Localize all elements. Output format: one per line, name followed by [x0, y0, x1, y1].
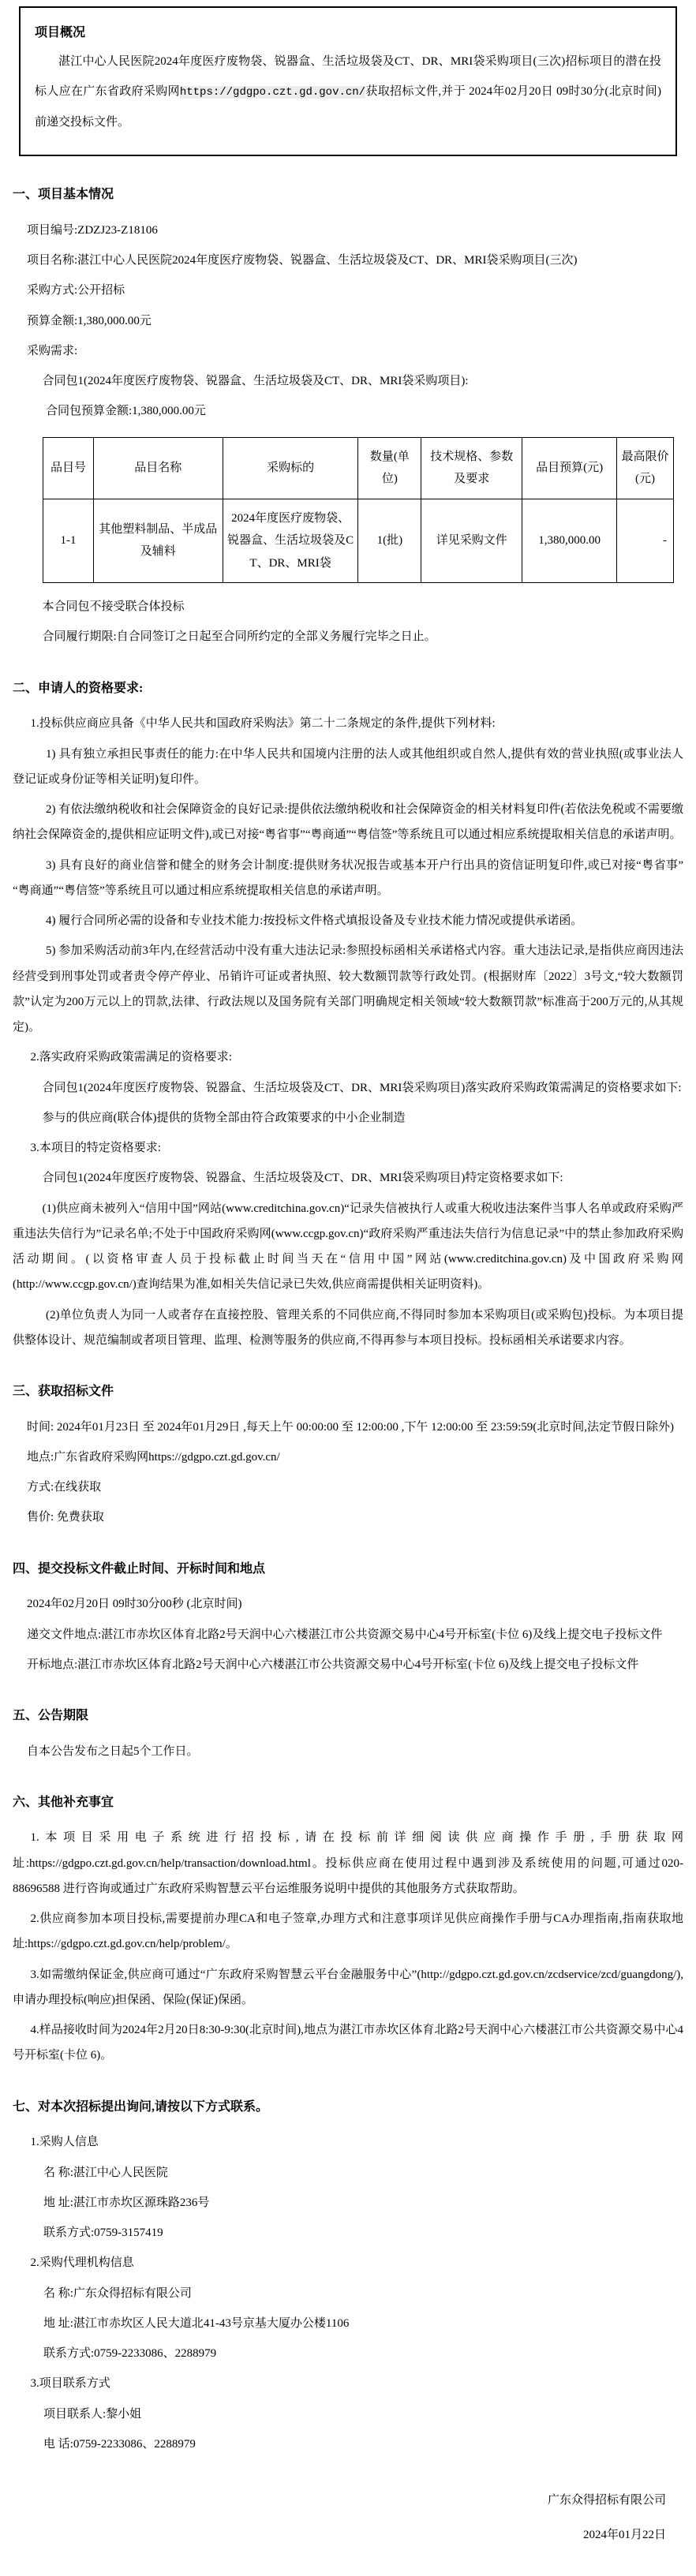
- qualification-item: 参与的供应商(联合体)提供的货物全部由符合政策要求的中小企业制造: [42, 1111, 406, 1124]
- agency-name-value: 广东众得招标有限公司: [73, 2286, 192, 2300]
- field-project-no: 项目编号:ZDZJ23-Z18106: [27, 223, 158, 237]
- section-5-heading: 五、公告期限: [13, 1709, 89, 1722]
- doc-obtain-method: 方式:在线获取: [27, 1481, 102, 1494]
- purchaser-contact: [13, 2220, 683, 2245]
- section-6-heading: 六、其他补充事宜: [13, 1795, 114, 1809]
- field-procurement-method: 采购方式:公开招标: [27, 284, 125, 297]
- supplementary-item: 1.本项目采用电子系统进行招投标,请在投标前详细阅读供应商操作手册,手册获取网址:https://gdgpo.czt.gd.gov.cn/help/transaction/download.html。投标供应商在使用过程中遇到涉及系统使用的问题,可通过020-88696588 进行咨询或通过广东政府采购智慧云平台运维服务说明中提供的其他服务方式获取帮助。: [13, 1831, 683, 1895]
- qualification-item: 合同包1(2024年度医疗废物袋、锐器盒、生活垃圾袋及CT、DR、MRI袋采购项目)落实政府采购政策需满足的资格要求如下:: [42, 1081, 682, 1094]
- project-contact-phone-label: 电 话:: [43, 2437, 73, 2451]
- header-item-budget: 品目预算(元): [522, 437, 617, 499]
- purchaser-address-label: 地 址:: [43, 2196, 73, 2209]
- overview-text-before-url: 湛江中心人民医院2024年度医疗废物袋、锐器盒、生活垃圾袋及CT、DR、MRI袋采购项目(三次)招标项目的潜在投标人应在广东省政府采购网: [35, 55, 661, 99]
- no-consortium-note: 本合同包不接受联合体投标: [42, 600, 185, 614]
- bid-open-place: 开标地点:湛江市赤坎区体育北路2号天润中心六楼湛江市公共资源交易中心4号开标室(卡位 6)及线上提交电子投标文件: [27, 1658, 639, 1671]
- qualification-item: 3.本项目的特定资格要求:: [30, 1142, 161, 1155]
- signature-date: 2024年01月22日: [582, 2528, 666, 2541]
- agency-address-value: 湛江市赤坎区人民大道北41-43号京基大厦办公楼1106: [73, 2316, 350, 2330]
- overview-title: 项目概况: [35, 26, 86, 39]
- overview-paragraph: [35, 47, 661, 137]
- bid-submit-place: 递交文件地点:湛江市赤坎区体育北路2号天润中心六楼湛江市公共资源交易中心4号开标室(卡位 6)及线上提交电子投标文件: [27, 1628, 663, 1641]
- section-2-heading: 二、申请人的资格要求:: [13, 681, 144, 695]
- header-procurement-subject: 采购标的: [223, 437, 358, 499]
- qualification-item: (2)单位负责人为同一人或者存在直接控股、管理关系的不同供应商,不得同时参加本采购项目(或采购包)投标。为本项目提供整体设计、规范编制或者项目管理、监理、检测等服务的供应商,不得再参与本项目投标。投标函相关承诺要求内容。: [13, 1308, 683, 1347]
- project-overview-box: [19, 6, 677, 156]
- header-item-name: 品目名称: [93, 437, 223, 499]
- doc-obtain-place: 地点:广东省政府采购网https://gdgpo.czt.gd.gov.cn/: [27, 1450, 280, 1464]
- agency-contact: [13, 2341, 683, 2366]
- qualification-item: 1.投标供应商应具备《中华人民共和国政府采购法》第二十二条规定的条件,提供下列材料:: [30, 717, 496, 731]
- section-1-heading: 一、项目基本情况: [13, 188, 114, 202]
- contract-package-budget-line: 合同包预算金额:1,380,000.00元: [46, 405, 206, 418]
- project-contact-person: [13, 2402, 683, 2427]
- field-project-name: 项目名称:湛江中心人民医院2024年度医疗废物袋、锐器盒、生活垃圾袋及CT、DR、MRI袋采购项目(三次): [27, 254, 578, 267]
- purchaser-info-title: 1.采购人信息: [30, 2136, 99, 2149]
- qualification-item: 2) 有依法缴纳税收和社会保障资金的良好记录:提供依法缴纳税收和社会保障资金的相关材料复印件(若依法免税或不需要缴纳社会保障资金的,提供相应证明文件),或已对接“粤省事”“粤商通”“粤信签”等系统且可以通过相应系统提取相关信息的承诺声明。: [13, 803, 683, 842]
- purchaser-address-value: 湛江市赤坎区源珠路236号: [73, 2196, 210, 2209]
- agency-name-label: 名 称:: [43, 2286, 73, 2300]
- purchaser-contact-label: 联系方式:: [43, 2226, 95, 2240]
- cell-max-price: -: [617, 499, 674, 583]
- agency-address: [13, 2311, 683, 2336]
- section-3-heading: 三、获取招标文件: [13, 1385, 114, 1399]
- project-contact-phone-value: 0759-2233086、2288979: [73, 2437, 196, 2451]
- section-7-heading: 七、对本次招标提出询问,请按以下方式联系。: [13, 2099, 269, 2114]
- qualification-item: 5) 参加采购活动前3年内,在经营活动中没有重大违法记录:参照投标函相关承诺格式内容。重大违法记录,是指供应商因违法经营受到刑事处罚或者责令停产停业、吊销许可证或者执照、较大数额罚款等行政处罚。(根据财库〔2022〕3号文,“较大数额罚款”认定为200万元以上的罚款,法律、行政法规以及国务院有关部门明确规定相关领域“较大数额罚款”标准高于200万元的,从其规定)。: [13, 944, 683, 1034]
- header-quantity-unit: 数量(单位): [358, 437, 421, 499]
- agency-contact-label: 联系方式:: [43, 2347, 95, 2361]
- project-contact-title: 3.项目联系方式: [30, 2377, 110, 2391]
- field-budget-amount: 预算金额:1,380,000.00元: [27, 314, 152, 327]
- cell-procurement-subject: 2024年度医疗废物袋、锐器盒、生活垃圾袋及CT、DR、MRI袋: [223, 499, 358, 583]
- cell-quantity-unit: 1(批): [358, 499, 421, 583]
- header-max-price: 最高限价(元): [617, 437, 674, 499]
- purchaser-name-label: 名 称:: [43, 2166, 73, 2179]
- cell-tech-spec: 详见采购文件: [421, 499, 522, 583]
- doc-obtain-price: 售价: 免费获取: [27, 1511, 104, 1524]
- agency-info-title: 2.采购代理机构信息: [30, 2256, 134, 2270]
- section-4-heading: 四、提交投标文件截止时间、开标时间和地点: [13, 1561, 266, 1576]
- qualification-item: 3) 具有良好的商业信誉和健全的财务会计制度:提供财务状况报告或基本开户行出具的资信证明复印件,或已对接“粤省事”“粤商通”“粤信签”等系统且可以通过相应系统提取相关信息的承诺声明。: [13, 858, 683, 897]
- signature-company: 广东众得招标有限公司: [547, 2494, 666, 2507]
- field-procurement-demand: 采购需求:: [27, 344, 78, 357]
- project-contact-phone: [13, 2432, 683, 2457]
- bid-deadline: 2024年02月20日 09时30分00秒 (北京时间): [27, 1598, 242, 1611]
- qualification-item: 4) 履行合同所必需的设备和专业技术能力:按投标文件格式填报设备及专业技术能力情况或提供承诺函。: [46, 914, 583, 928]
- qualification-item: (1)供应商未被列入“信用中国”网站(www.creditchina.gov.cn)“记录失信被执行人或重大税收违法案件当事人名单或政府采购严重违法失信行为”记录名单;不处于中国政府采购网(www.ccgp.gov.cn)“政府采购严重违法失信行为信息记录”中的禁止参加政府采购活动期间。(以资格审查人员于投标截止时间当天在“信用中国”网站(www.creditchina.gov.cn)及中国政府采购网(http://www.ccgp.gov.cn/)查询结果为准,如相关失信记录已失效,供应商需提供相关证明资料)。: [13, 1202, 683, 1292]
- agency-contact-value: 0759-2233086、2288979: [94, 2347, 217, 2361]
- table-row: [43, 499, 674, 583]
- procurement-items-table: [43, 437, 674, 584]
- supplementary-item: 4.样品接收时间为2024年2月20日8:30-9:30(北京时间),地点为湛江市赤坎区体育北路2号天润中心六楼湛江市公共资源交易中心4号开标室(卡位 6)。: [13, 2024, 683, 2062]
- supplementary-item: 2.供应商参加本项目投标,需要提前办理CA和电子签章,办理方式和注意事项详见供应商操作手册与CA办理指南,指南获取地址:https://gdgpo.czt.gd.gov.cn/help/problem/。: [13, 1912, 683, 1951]
- doc-obtain-time: 时间: 2024年01月23日 至 2024年01月29日 ,每天上午 00:00:00 至 12:00:00 ,下午 12:00:00 至 23:59:59(北京时间,法定节假日除外): [27, 1420, 675, 1434]
- overview-text-after-url: 获取招标文件,并于 2024年02月20日 09时30分(北京时间)前递交投标文件。: [35, 85, 661, 129]
- contract-package-line: 合同包1(2024年度医疗废物袋、锐器盒、生活垃圾袋及CT、DR、MRI袋采购项目):: [42, 375, 469, 388]
- announcement-period: 自本公告发布之日起5个工作日。: [27, 1744, 199, 1758]
- cell-item-name: 其他塑料制品、半成品及辅料: [93, 499, 223, 583]
- qualification-item: 2.落实政府采购政策需满足的资格要求:: [30, 1051, 232, 1064]
- purchaser-address: [13, 2190, 683, 2215]
- project-contact-person-label: 项目联系人:: [43, 2407, 107, 2421]
- table-header-row: [43, 437, 674, 499]
- supplementary-item: 3.如需缴纳保证金,供应商可通过“广东政府采购智慧云平台金融服务中心”(http://gdgpo.czt.gd.gov.cn/zcdservice/zcd/guangdong/),申请办理投标(响应)担保函、保险(保证)保函。: [13, 1968, 683, 2006]
- qualification-item: 1) 具有独立承担民事责任的能力:在中华人民共和国境内注册的法人或其他组织或自然人,提供有效的营业执照(或事业法人登记证或身份证等相关证明)复印件。: [13, 747, 683, 786]
- agency-address-label: 地 址:: [43, 2316, 73, 2330]
- purchaser-name-value: 湛江中心人民医院: [73, 2166, 168, 2179]
- cell-item-no: 1-1: [43, 499, 94, 583]
- purchaser-contact-value: 0759-3157419: [94, 2226, 163, 2240]
- header-tech-spec: 技术规格、参数及要求: [421, 437, 522, 499]
- qualification-item: 合同包1(2024年度医疗废物袋、锐器盒、生活垃圾袋及CT、DR、MRI袋采购项目)特定资格要求如下:: [42, 1172, 563, 1185]
- project-contact-person-value: 黎小姐: [106, 2407, 142, 2421]
- cell-item-budget: 1,380,000.00: [522, 499, 617, 583]
- agency-name: [13, 2281, 683, 2306]
- header-item-no: 品目号: [43, 437, 94, 499]
- contract-duration-note: 合同履行期限:自合同签订之日起至合同所约定的全部义务履行完毕之日止。: [42, 630, 436, 644]
- signature-block: [13, 2484, 683, 2552]
- purchaser-name: [13, 2160, 683, 2185]
- procurement-site-url: https://gdgpo.czt.gd.gov.cn/: [179, 86, 366, 99]
